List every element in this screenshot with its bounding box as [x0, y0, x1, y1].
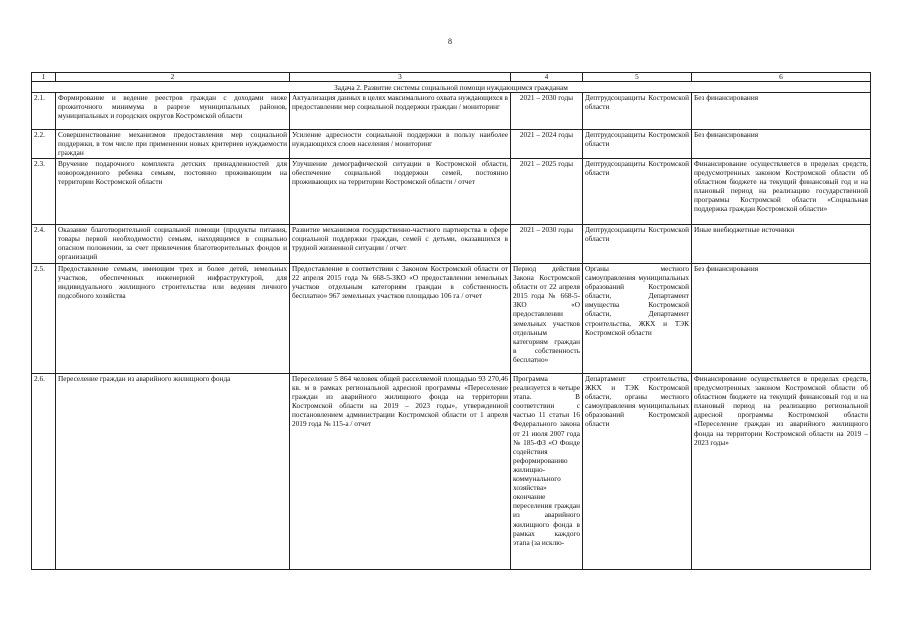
- measure-cell: Формирование и ведение реестров граждан с доходами ниже прожиточного минимума в разрезе муниципальных районов, муниципальных и городских округов Костромской области: [56, 92, 290, 129]
- period-cell: 2021 – 2024 годы: [511, 129, 583, 158]
- table-row: [32, 92, 871, 129]
- row-number: 2.5.: [32, 263, 56, 373]
- section-row: [32, 82, 871, 93]
- financing-cell: Без финансирования: [692, 129, 871, 158]
- executor-cell: Дептрудсоцзащиты Костромской области: [583, 158, 692, 224]
- column-header-1: 1: [32, 73, 56, 82]
- column-header-3: 3: [290, 73, 511, 82]
- financing-cell: Без финансирования: [692, 92, 871, 129]
- result-cell: Переселение 5 864 человек общей расселяемой площадью 93 270,46 кв. м в рамках региональной адресной программы «Переселение граждан из аварийного жилищного фонда на территории Костромской области на 2019 – 2023 годы», утвержденной постановлением администрации Костромской области от 1 апреля 2019 года № 115-а / отчет: [290, 373, 511, 569]
- result-cell: Предоставление в соответствии с Законом Костромской области от 22 апреля 2015 года № 668-5-ЗКО «О предоставлении земельных участков отдельным категориям граждан в собственность бесплатно» 967 земельных участков площадью 106 га / отчет: [290, 263, 511, 373]
- financing-cell: Финансирование осуществляется в пределах средств, предусмотренных законом Костромской области об областном бюджете на текущий финансовый год и на плановый период на реализацию региональной адресной программы Костромской области «Переселение граждан из аварийного жилищного фонда на территории Костромской области на 2019 – 2023 годы»: [692, 373, 871, 569]
- table-row: [32, 224, 871, 263]
- column-header-5: 5: [583, 73, 692, 82]
- page-number: 8: [448, 37, 452, 46]
- column-header-4: 4: [511, 73, 583, 82]
- executor-cell: Дептрудсоцзащиты Костромской области: [583, 129, 692, 158]
- executor-cell: Дептрудсоцзащиты Костромской области: [583, 224, 692, 263]
- measure-cell: Вручение подарочного комплекта детских принадлежностей для новорожденного ребенка семьям, постоянно проживающим на территории Костромской области: [56, 158, 290, 224]
- result-cell: Развитие механизмов государственно-частного партнерства в сфере социальной поддержки граждан, семей с детьми, оказавшихся в трудной жизненной ситуации / отчет: [290, 224, 511, 263]
- executor-cell: Дептрудсоцзащиты Костромской области: [583, 92, 692, 129]
- executor-cell: Органы местного самоуправления муниципальных образований Костромской области, Департамент имущества Костромской области, Департамент строительства, ЖКХ и ТЭК Костромской области: [583, 263, 692, 373]
- period-cell: Программа реализуется в четыре этапа. В соответствии с частью 11 статьи 16 Федерального закона от 21 июля 2007 года № 185-ФЗ «О Фонде содействия реформированию жилищно-коммунального хозяйства» окончание переселения граждан из аварийного жилищного фонда в рамках каждого этапа (за исклю-: [511, 373, 583, 569]
- financing-cell: Без финансирования: [692, 263, 871, 373]
- row-number: 2.3.: [32, 158, 56, 224]
- row-number: 2.2.: [32, 129, 56, 158]
- period-cell: 2021 – 2025 годы: [511, 158, 583, 224]
- column-header-6: 6: [692, 73, 871, 82]
- column-number-row: [32, 73, 871, 82]
- result-cell: Усиление адресности социальной поддержки в пользу наиболее нуждающихся слоев населения / мониторинг: [290, 129, 511, 158]
- column-header-2: 2: [56, 73, 290, 82]
- period-cell: Период действия Закона Костромской области от 22 апреля 2015 года № 668-5-ЗКО «О предоставлении земельных участков отдельным категориям граждан в собственность бесплатно»: [511, 263, 583, 373]
- measure-cell: Совершенствование механизмов предоставления мер социальной поддержки, в том числе при применении новых критериев нуждаемости граждан: [56, 129, 290, 158]
- table-row: [32, 158, 871, 224]
- measure-cell: Предоставление семьям, имеющим трех и более детей, земельных участков, обеспеченных инженерной инфраструктурой, для индивидуального жилищного строительства или ведения личного подсобного хозяйства: [56, 263, 290, 373]
- financing-cell: Иные внебюджетные источники: [692, 224, 871, 263]
- financing-cell: Финансирование осуществляется в пределах средств, предусмотренных законом Костромской области об областном бюджете на текущий финансовый год и на плановый период на реализацию государственной программы Костромской области «Социальная поддержка граждан Костромской области»: [692, 158, 871, 224]
- row-number: 2.4.: [32, 224, 56, 263]
- row-number: 2.1.: [32, 92, 56, 129]
- period-cell: 2021 – 2030 годы: [511, 224, 583, 263]
- table-row: [32, 263, 871, 373]
- table-row: [32, 129, 871, 158]
- measures-table: [31, 72, 871, 570]
- result-cell: Улучшение демографической ситуации в Костромской области, обеспечение социальной поддержки семей, постоянно проживающих на территории Костромской области / отчет: [290, 158, 511, 224]
- result-cell: Актуализация данных в целях максимального охвата нуждающихся в предоставлении мер социальной поддержки граждан / мониторинг: [290, 92, 511, 129]
- table-row: [32, 373, 871, 569]
- period-cell: 2021 – 2030 годы: [511, 92, 583, 129]
- measure-cell: Оказание благотворительной социальной помощи (продукты питания, товары первой необходимости) семьям, находящимся в социально опасном положении, за счет привлечения благотворительных фондов и организаций: [56, 224, 290, 263]
- section-title: Задача 2. Развитие системы социальной помощи нуждающимся гражданам: [32, 82, 871, 93]
- row-number: 2.6.: [32, 373, 56, 569]
- executor-cell: Департамент строительства, ЖКХ и ТЭК Костромской области, органы местного самоуправления муниципальных образований Костромской области: [583, 373, 692, 569]
- measure-cell: Переселение граждан из аварийного жилищного фонда: [56, 373, 290, 569]
